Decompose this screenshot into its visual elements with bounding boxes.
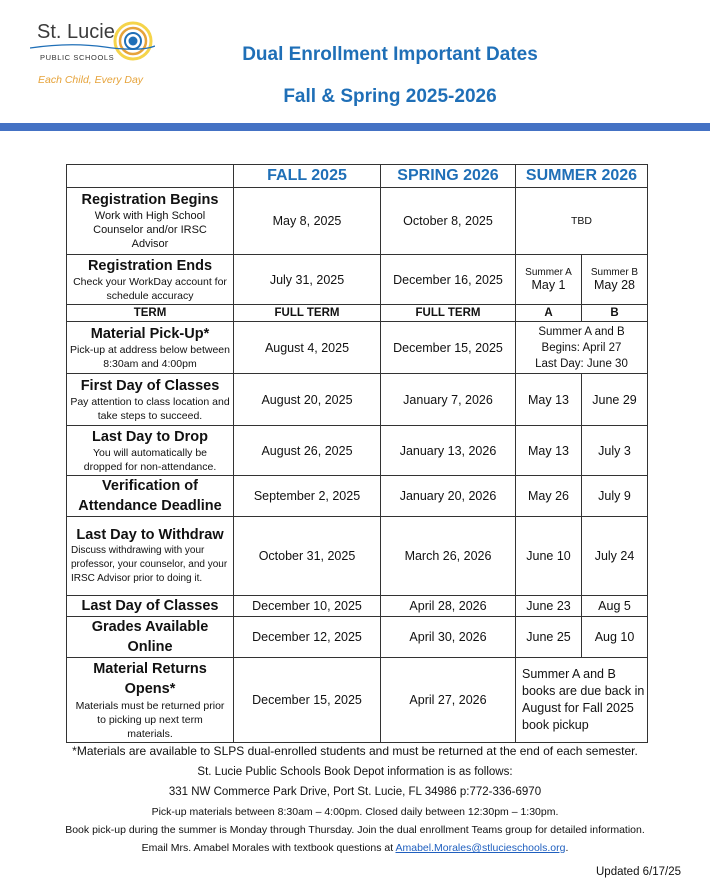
logo-tagline: Each Child, Every Day (38, 74, 144, 86)
spring-value: April 28, 2026 (381, 596, 516, 617)
fall-value: December 10, 2025 (234, 596, 381, 617)
pickup-hours: Pick-up materials between 8:30am – 4:00pm. Closed daily between 12:30pm – 1:30pm. (151, 806, 559, 818)
summer-b-value: Aug 5 (582, 596, 648, 617)
row-label: Material Returns Opens* (93, 661, 207, 697)
email-suffix: . (565, 842, 569, 854)
summer-a-value: May 26 (516, 476, 582, 517)
table-row (67, 374, 648, 426)
fall-value: October 31, 2025 (234, 517, 381, 596)
fall-value: August 26, 2025 (234, 426, 381, 476)
summer-line: Last Day: June 30 (535, 357, 628, 370)
summer-a-label: Summer A (525, 267, 572, 278)
fall-value: August 4, 2025 (234, 322, 381, 374)
summer-b-value: Aug 10 (582, 617, 648, 658)
table-row (67, 476, 648, 517)
summer-b-value: July 24 (582, 517, 648, 596)
row-label: Registration Begins (81, 192, 219, 208)
table-row (67, 305, 648, 322)
summer-b-value: B (582, 305, 648, 322)
spring-value: January 13, 2026 (381, 426, 516, 476)
summer-value: Summer A and B books are due back in August for Fall 2025 book pickup (516, 658, 648, 743)
row-desc: You will automatically be dropped for non-attendance. (83, 446, 217, 473)
table-row (67, 617, 648, 658)
table-row (67, 658, 648, 743)
fall-value: December 12, 2025 (234, 617, 381, 658)
row-desc: Check your WorkDay account for schedule accuracy (73, 275, 227, 302)
row-label: Verification of Attendance Deadline (78, 478, 222, 514)
summer-line: Summer A and B (538, 325, 625, 338)
table-row (67, 322, 648, 374)
table-row (67, 426, 648, 476)
spring-value: December 15, 2025 (381, 322, 516, 374)
summer-b-value: June 29 (582, 374, 648, 426)
summer-a-value: June 23 (516, 596, 582, 617)
summer-b-value: July 9 (582, 476, 648, 517)
row-label: Grades Available Online (91, 619, 209, 655)
page-title: Dual Enrollment Important Dates (242, 44, 538, 65)
row-desc: Discuss withdrawing with your professor, your counselor, and your IRSC Advisor prior to doing it. (71, 545, 228, 584)
updated-date: Updated 6/17/25 (596, 866, 682, 878)
spring-value: October 8, 2025 (381, 188, 516, 255)
spring-value: FULL TERM (381, 305, 516, 322)
spring-value: April 30, 2026 (381, 617, 516, 658)
row-label: Last Day of Classes (81, 598, 219, 614)
row-desc: Work with High School Counselor and/or IRSC Advisor (93, 210, 207, 250)
table-row (67, 255, 648, 305)
table-header-row (67, 165, 648, 188)
summer-a-value: May 13 (516, 374, 582, 426)
summer-a-value: A (516, 305, 582, 322)
table-row (67, 517, 648, 596)
header-empty (67, 165, 234, 188)
spring-value: January 20, 2026 (381, 476, 516, 517)
summer-a-value: May 1 (531, 278, 566, 292)
spring-value: March 26, 2026 (381, 517, 516, 596)
summer-b-label: Summer B (590, 267, 639, 278)
depot-address: 331 NW Commerce Park Drive, Port St. Lucie, FL 34986 p:772-336-6970 (168, 786, 542, 798)
school-logo (30, 18, 155, 93)
row-label: TERM (67, 305, 234, 322)
fall-value: December 15, 2025 (234, 658, 381, 743)
email-prefix: Email Mrs. Amabel Morales with textbook questions at (141, 842, 396, 854)
table-row (67, 188, 648, 255)
summer-a-value: June 25 (516, 617, 582, 658)
fall-value: August 20, 2025 (234, 374, 381, 426)
fall-value: September 2, 2025 (234, 476, 381, 517)
row-label: Registration Ends (87, 257, 213, 274)
header-fall: FALL 2025 (234, 165, 381, 188)
row-label: Last Day to Withdraw (76, 527, 224, 543)
spring-value: April 27, 2026 (381, 658, 516, 743)
depot-info: St. Lucie Public Schools Book Depot information is as follows: (197, 766, 513, 778)
logo-name: St. Lucie (37, 21, 115, 43)
summer-b-value: July 3 (582, 426, 648, 476)
fall-value: July 31, 2025 (234, 255, 381, 305)
spring-value: January 7, 2026 (381, 374, 516, 426)
email-line (0, 842, 710, 854)
row-desc: Pay attention to class location and take steps to succeed. (70, 395, 230, 422)
spring-value: December 16, 2025 (381, 255, 516, 305)
row-desc: Pick-up at address below between 8:30am and 4:00pm (70, 343, 230, 370)
header-spring: SPRING 2026 (381, 165, 516, 188)
table-row (67, 596, 648, 617)
dates-table (66, 164, 648, 743)
page-subtitle: Fall & Spring 2025-2026 (283, 86, 497, 107)
email-link[interactable]: Amabel.Morales@stlucieschools.org (395, 842, 566, 854)
summer-a-value: June 10 (516, 517, 582, 596)
logo-subtitle: PUBLIC SCHOOLS (40, 53, 115, 62)
header-divider-bar (0, 123, 710, 131)
summer-a-value: May 13 (516, 426, 582, 476)
summer-value: TBD (516, 188, 648, 255)
row-label: Material Pick-Up* (90, 325, 210, 342)
header-summer: SUMMER 2026 (516, 165, 648, 188)
summer-pickup: Book pick-up during the summer is Monday through Thursday. Join the dual enrollment Teams group for detailed information. (65, 824, 645, 836)
materials-note: *Materials are available to SLPS dual-enrolled students and must be returned at the end of each semester. (72, 744, 638, 758)
summer-line: Begins: April 27 (541, 341, 622, 354)
row-label: Last Day to Drop (91, 428, 208, 445)
summer-b-value: May 28 (594, 278, 635, 292)
row-label: First Day of Classes (80, 377, 220, 394)
fall-value: FULL TERM (234, 305, 381, 322)
row-desc: Materials must be returned prior to picking up next term materials. (75, 700, 225, 740)
fall-value: May 8, 2025 (234, 188, 381, 255)
